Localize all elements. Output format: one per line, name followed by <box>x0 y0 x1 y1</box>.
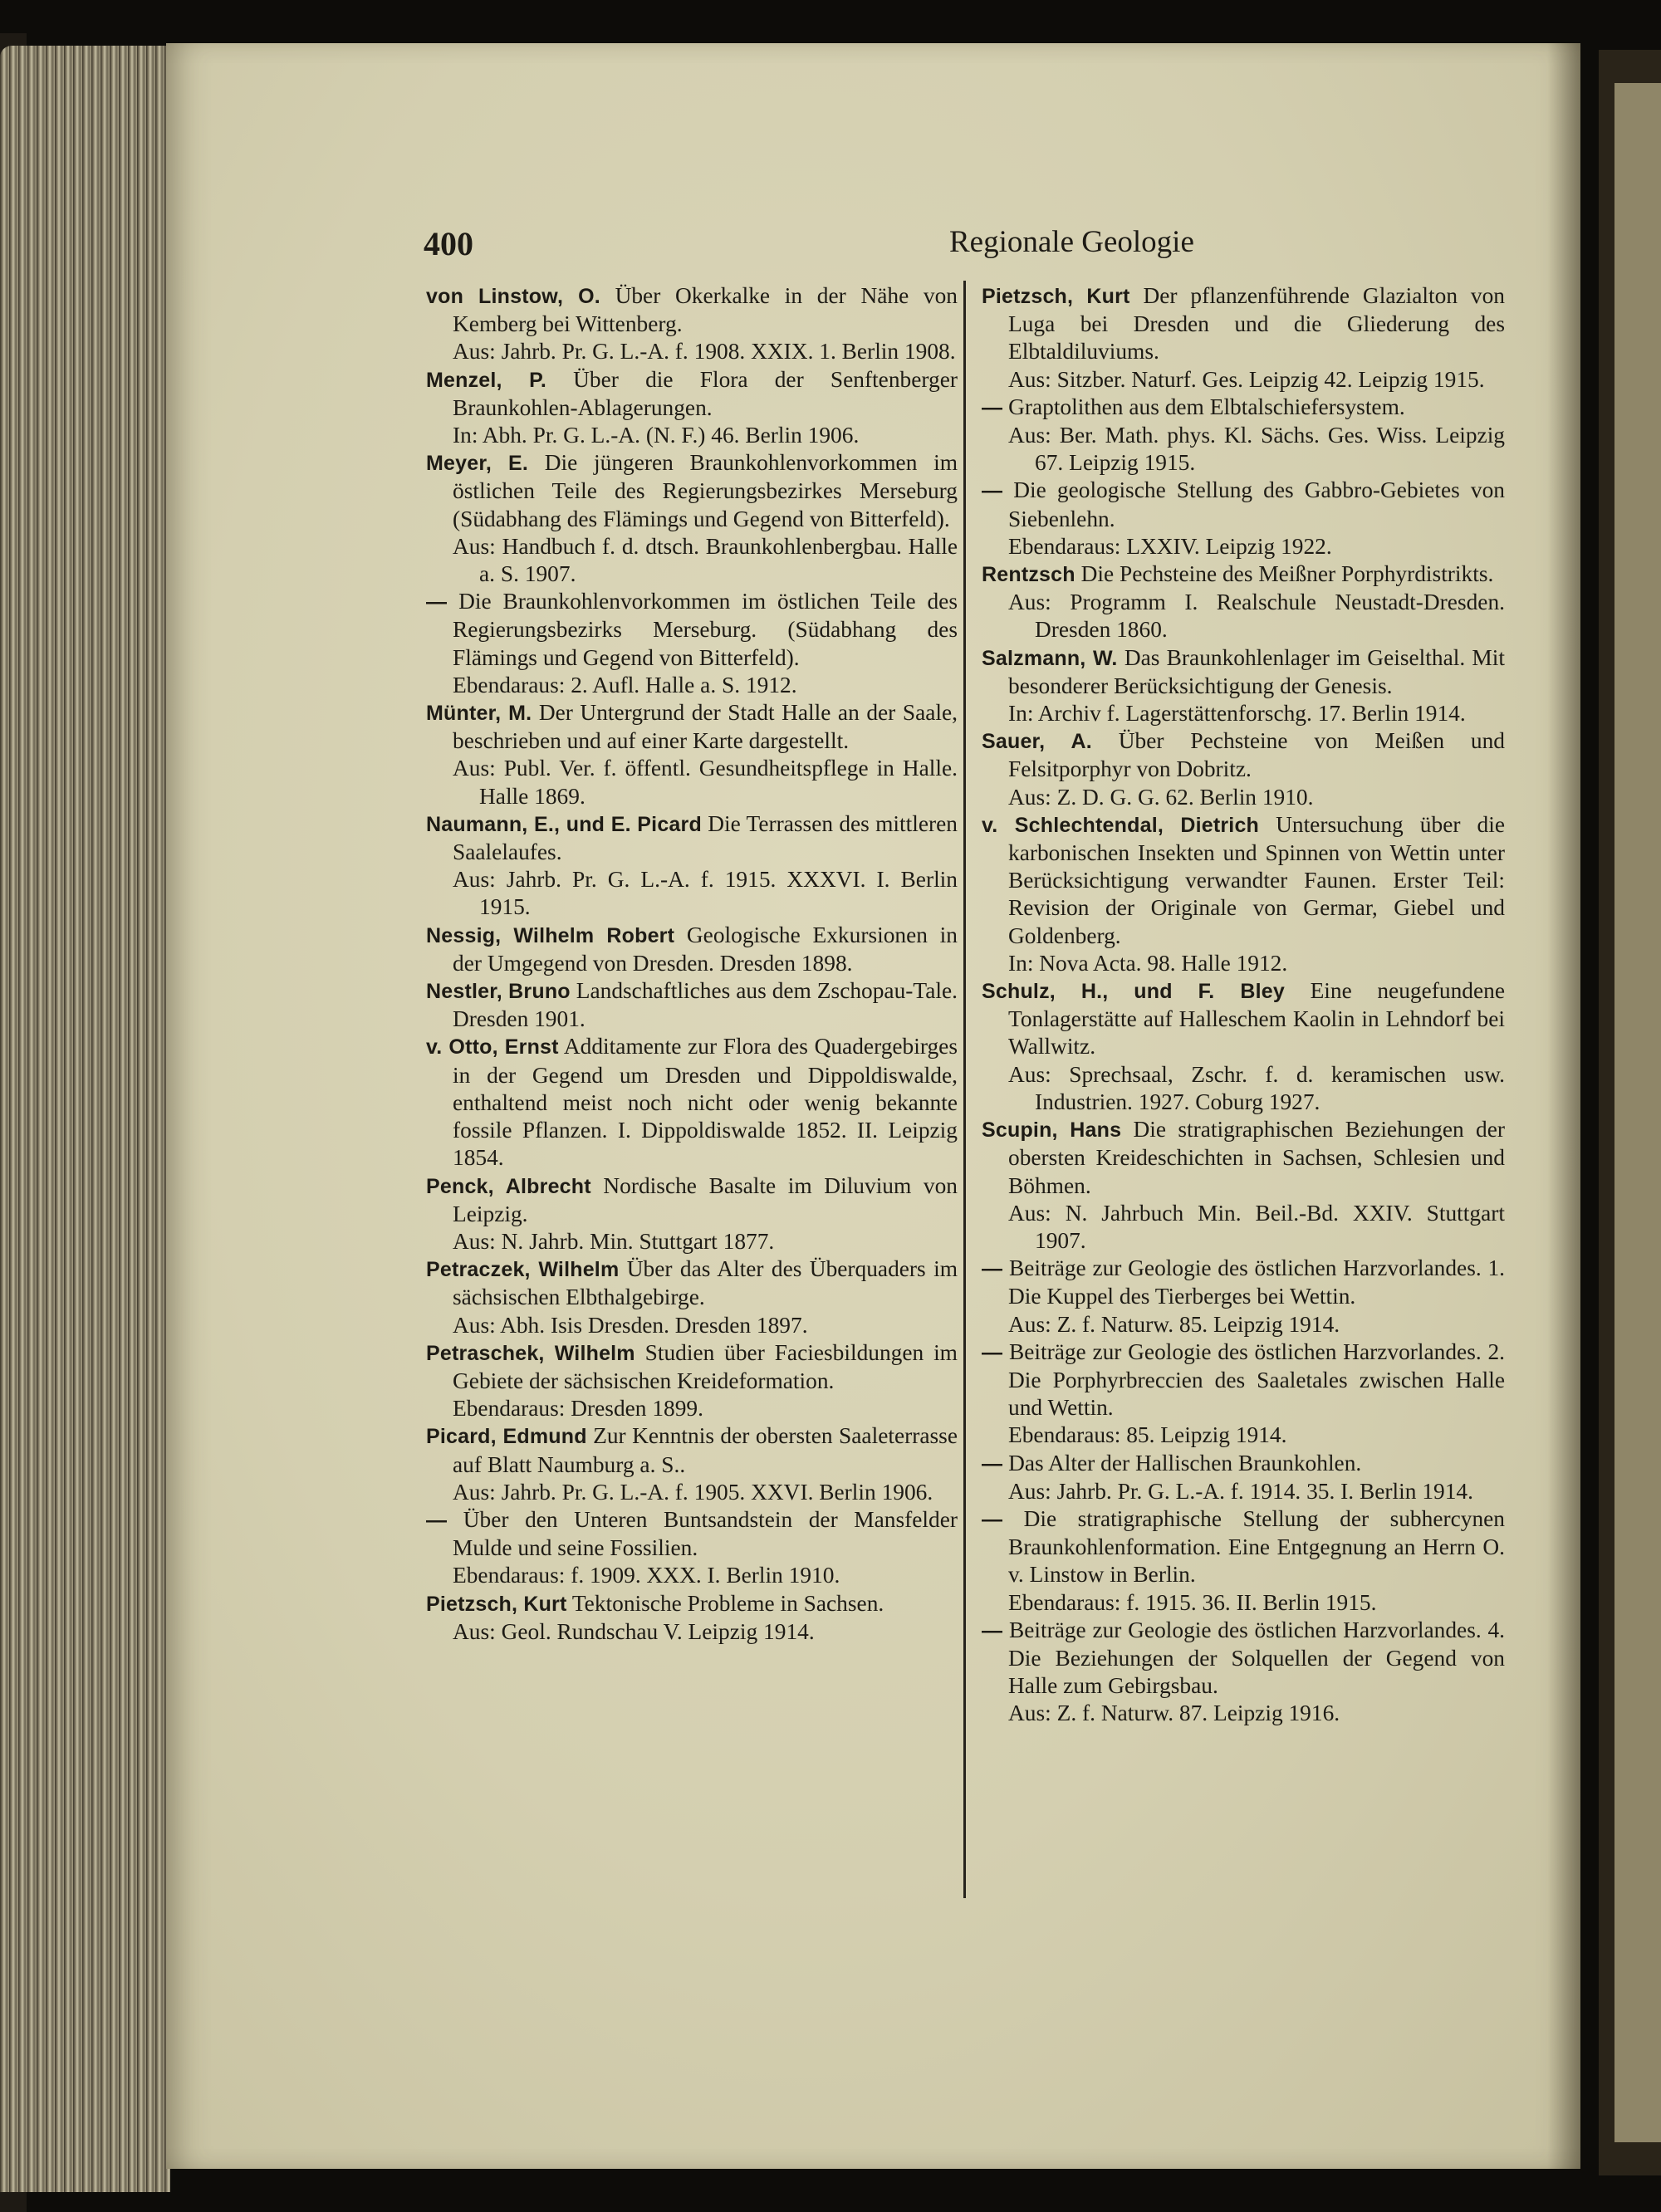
entry-title: Beiträge zur Geologie des östlichen Harzvorlandes. 2. Die Porphyrbreccien des Saaletales zwischen Halle und Wettin. <box>1008 1338 1505 1421</box>
entry-author: — <box>426 1508 448 1532</box>
entry-source: Aus: Sitzber. Naturf. Ges. Leipzig 42. Leipzig 1915. <box>1008 366 1485 392</box>
entry-title: Die jüngeren Braunkohlenvorkommen im östlichen Teile des Regierungsbezirkes Merseburg (Südabhang des Flämings und Gegend von Bitterfeld). <box>453 450 958 531</box>
entry-author: Naumann, E., und E. Picard <box>426 812 702 836</box>
entry-title: Der Untergrund der Stadt Halle an der Saale, beschrieben und auf einer Karte dargestellt. <box>453 700 958 754</box>
entry-author: Menzel, P. <box>426 368 546 392</box>
entry-source: In: Nova Acta. 98. Halle 1912. <box>1008 950 1288 976</box>
bibliography-entry <box>426 588 958 672</box>
entry-source: Ebendaraus: 2. Aufl. Halle a. S. 1912. <box>453 672 797 697</box>
entry-author: Petraczek, Wilhelm <box>426 1258 620 1282</box>
page-number: 400 <box>424 225 473 262</box>
running-head: Regionale Geologie <box>949 225 1194 259</box>
bibliography-entry <box>982 1450 1505 1478</box>
entry-title: Beiträge zur Geologie des östlichen Harzvorlandes. 1. Die Kuppel des Tierberges bei Wettin. <box>1008 1255 1505 1309</box>
entry-source: Aus: Abh. Isis Dresden. Dresden 1897. <box>453 1312 808 1338</box>
entry-title: Die Pechsteine des Meißner Porphyrdistrikts. <box>1080 561 1494 587</box>
entry-title: Die Braunkohlenvorkommen im östlichen Teile des Regierungsbezirks Merseburg. (Südabhang des Flämings und Gegend von Bitterfeld). <box>453 589 958 670</box>
bibliography-entry <box>426 1255 958 1311</box>
entry-title: Die Terrassen des mittleren Saalelaufes. <box>453 810 958 865</box>
entry-source: Aus: Geol. Rundschau V. Leipzig 1914. <box>453 1618 815 1644</box>
entry-author: v. Otto, Ernst <box>426 1035 559 1060</box>
entry-author: — <box>982 1257 1003 1281</box>
entry-source: Aus: Sprechsaal, Zschr. f. d. keramischen usw. Industrien. 1927. Coburg 1927. <box>1008 1061 1505 1114</box>
entry-author: Pietzsch, Kurt <box>982 285 1130 308</box>
entry-title: Studien über Faciesbildungen im Gebiete der sächsischen Kreideformation. <box>453 1339 958 1393</box>
entry-title: Additamente zur Flora des Quadergebirges in der Gegend um Dresden und Dippoldiswalde, enthaltend meist noch nicht oder wenig bekannte fossile Pflanzen. I. Dippoldiswalde 1852. II. Leipzig 1854. <box>453 1034 958 1171</box>
entry-source: In: Archiv f. Lagerstättenforschg. 17. Berlin 1914. <box>1008 701 1466 727</box>
bibliography-entry <box>426 366 958 422</box>
bibliography-entry <box>426 1422 958 1478</box>
bibliography-entry <box>982 1505 1505 1589</box>
entry-title: Nordische Basalte im Diluvium von Leipzig. <box>453 1172 958 1226</box>
entry-author: — <box>982 1507 1003 1531</box>
entry-source: Ebendaraus: f. 1909. XXX. I. Berlin 1910. <box>453 1563 840 1588</box>
right-column <box>982 282 1505 1728</box>
bibliography-entry <box>982 1617 1505 1701</box>
entry-title: Geologische Exkursionen in der Umgegend von Dresden. Dresden 1898. <box>453 922 958 976</box>
entry-title: Graptolithen aus dem Elbtalschiefersystem. <box>1008 394 1405 419</box>
entry-author: Salzmann, W. <box>982 646 1118 670</box>
entry-author: — <box>982 1340 1003 1364</box>
entry-title: Der pflanzenführende Glazialton von Luga bei Dresden und die Gliederung des Elbtaldiluviums. <box>1008 283 1505 365</box>
page-header <box>257 224 1503 274</box>
entry-author: Picard, Edmund <box>426 1425 587 1449</box>
entry-source: Ebendaraus: 85. Leipzig 1914. <box>1008 1422 1287 1448</box>
entry-title: Tektonische Probleme in Sachsen. <box>571 1590 884 1616</box>
entry-title: Die stratigraphischen Beziehungen der obersten Kreideschichten in Sachsen, Schlesien und Böhmen. <box>1008 1117 1505 1198</box>
entry-title: Über den Unteren Buntsandstein der Mansfelder Mulde und seine Fossilien. <box>453 1506 958 1561</box>
entry-author: — <box>982 1618 1003 1642</box>
entry-source: Aus: Ber. Math. phys. Kl. Sächs. Ges. Wiss. Leipzig 67. Leipzig 1915. <box>1008 423 1505 476</box>
bibliography-entry <box>982 560 1505 589</box>
entry-source: Ebendaraus: f. 1915. 36. II. Berlin 1915. <box>1008 1589 1377 1615</box>
bibliography-entry <box>426 1172 958 1228</box>
bibliography-entry <box>982 1116 1505 1200</box>
entry-author: von Linstow, O. <box>426 285 600 308</box>
entry-title: Die stratigraphische Stellung der subhercynen Braunkohlenformation. Eine Entgegnung an Herrn O. v. Linstow in Berlin. <box>1008 1505 1505 1588</box>
entry-title: Über Pechsteine von Meißen und Felsitporphyr von Dobritz. <box>1008 728 1505 782</box>
bibliography-entry <box>982 1338 1505 1422</box>
bibliography-entry <box>426 282 958 338</box>
left-column <box>426 282 958 1646</box>
bibliography-entry <box>982 977 1505 1061</box>
entry-title: Zur Kenntnis der obersten Saaleterrasse auf Blatt Naumburg a. S.. <box>453 1423 958 1477</box>
bibliography-entry <box>426 977 958 1033</box>
entry-author: Münter, M. <box>426 702 532 726</box>
bibliography-entry <box>426 1506 958 1562</box>
entry-source: Ebendaraus: LXXIV. Leipzig 1922. <box>1008 533 1332 559</box>
entry-source: Ebendaraus: Dresden 1899. <box>453 1396 703 1422</box>
entry-author: — <box>426 590 448 614</box>
entry-author: Petraschek, Wilhelm <box>426 1341 635 1365</box>
bibliography-entry <box>982 394 1505 422</box>
bibliography-entry <box>426 810 958 866</box>
entry-source: Aus: Jahrb. Pr. G. L.-A. f. 1914. 35. I. Berlin 1914. <box>1008 1478 1473 1504</box>
entry-title: Über Okerkalke in der Nähe von Kemberg bei Wittenberg. <box>453 283 958 337</box>
bibliography-entry <box>426 1339 958 1395</box>
entry-author: v. Schlechtendal, Dietrich <box>982 813 1260 837</box>
entry-title: Die geologische Stellung des Gabbro-Gebietes von Siebenlehn. <box>1008 477 1505 531</box>
bibliography-entry <box>982 727 1505 783</box>
entry-source: Aus: Z. f. Naturw. 85. Leipzig 1914. <box>1008 1311 1340 1337</box>
book-page-edges <box>0 46 170 2192</box>
entry-author: Sauer, A. <box>982 730 1092 754</box>
gutter-shadow <box>1547 43 1580 2169</box>
bibliography-entry <box>426 1033 958 1172</box>
entry-author: Nestler, Bruno <box>426 980 571 1004</box>
entry-author: Pietzsch, Kurt <box>426 1592 567 1616</box>
bibliography-entry <box>982 477 1505 532</box>
entry-source: Aus: Jahrb. Pr. G. L.-A. f. 1915. XXXVI. I. Berlin 1915. <box>453 867 958 920</box>
entry-author: — <box>982 1451 1003 1475</box>
entry-author: Penck, Albrecht <box>426 1174 591 1198</box>
entry-title: Untersuchung über die karbonischen Insekten und Spinnen von Wettin unter Berücksichtigung verwandter Faunen. Erster Teil: Revision der Originale von Germar, Giebel und Goldenberg. <box>1008 811 1505 948</box>
entry-source: Aus: N. Jahrbuch Min. Beil.-Bd. XXIV. Stuttgart 1907. <box>1008 1200 1505 1253</box>
bibliography-entry <box>426 699 958 755</box>
entry-author: — <box>982 395 1003 419</box>
entry-title: Über das Alter des Überquaders im sächsischen Elbthalgebirge. <box>453 1256 958 1310</box>
entry-source: Aus: Handbuch f. d. dtsch. Braunkohlenbergbau. Halle a. S. 1907. <box>453 533 958 587</box>
entry-title: Beiträge zur Geologie des östlichen Harzvorlandes. 4. Die Beziehungen der Solquellen der Gegend von Halle zum Gebirgsbau. <box>1008 1617 1505 1699</box>
entry-author: Rentzsch <box>982 563 1075 587</box>
bibliography-entry <box>982 1255 1505 1310</box>
bibliography-entry <box>982 282 1505 366</box>
entry-source: Aus: Publ. Ver. f. öffentl. Gesundheitspflege in Halle. Halle 1869. <box>453 756 958 809</box>
bibliography-entry <box>426 1590 958 1618</box>
entry-author: Scupin, Hans <box>982 1118 1122 1143</box>
entry-source: In: Abh. Pr. G. L.-A. (N. F.) 46. Berlin 1906. <box>453 423 860 448</box>
entry-source: Aus: Jahrb. Pr. G. L.-A. f. 1908. XXIX. 1. Berlin 1908. <box>453 339 956 365</box>
entry-title: Das Braunkohlenlager im Geiselthal. Mit besonderer Berücksichtigung der Genesis. <box>1008 644 1505 698</box>
entry-author: Meyer, E. <box>426 452 529 476</box>
entry-title: Über die Flora der Senftenberger Braunkohlen-Ablagerungen. <box>453 366 958 420</box>
facing-page-sliver <box>1614 83 1661 2142</box>
entry-title: Das Alter der Hallischen Braunkohlen. <box>1008 1450 1362 1475</box>
entry-author: Nessig, Wilhelm Robert <box>426 923 675 947</box>
bibliography-entry <box>426 449 958 533</box>
entry-title: Landschaftliches aus dem Zschopau-Tale. Dresden 1901. <box>453 978 958 1032</box>
entry-author: Schulz, H., und F. Bley <box>982 980 1285 1004</box>
entry-source: Aus: Z. f. Naturw. 87. Leipzig 1916. <box>1008 1701 1340 1726</box>
entry-source: Aus: Programm I. Realschule Neustadt-Dresden. Dresden 1860. <box>1008 590 1505 643</box>
bibliography-entry <box>982 811 1505 950</box>
entry-author: — <box>982 479 1003 503</box>
entry-title: Eine neugefundene Tonlagerstätte auf Halleschem Kaolin in Lehndorf bei Wallwitz. <box>1008 978 1505 1060</box>
bibliography-entry <box>426 922 958 977</box>
bibliography-entry <box>982 644 1505 700</box>
entry-source: Aus: N. Jahrb. Min. Stuttgart 1877. <box>453 1228 775 1254</box>
entry-source: Aus: Z. D. G. G. 62. Berlin 1910. <box>1008 784 1314 810</box>
column-rule <box>963 281 966 1898</box>
entry-source: Aus: Jahrb. Pr. G. L.-A. f. 1905. XXVI. Berlin 1906. <box>453 1479 933 1505</box>
